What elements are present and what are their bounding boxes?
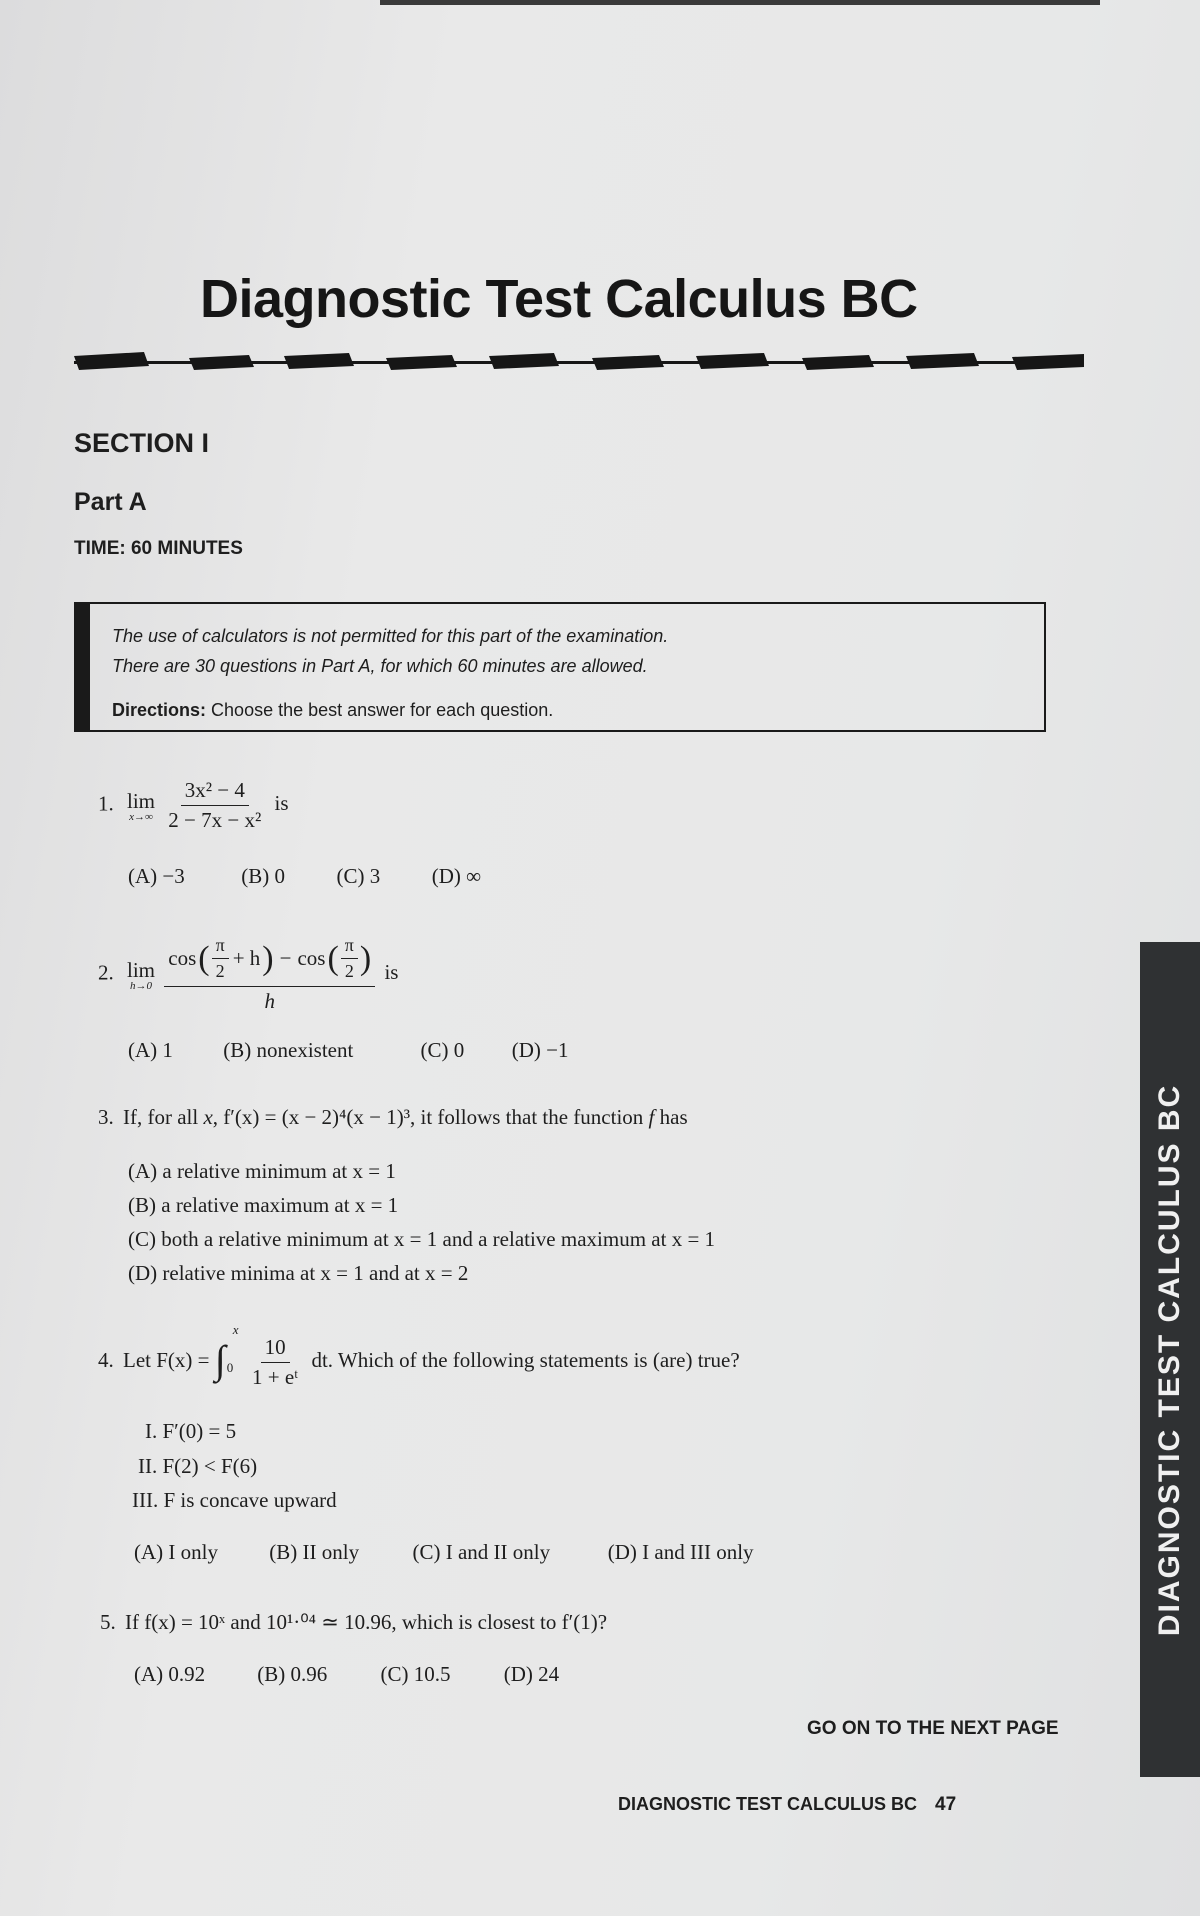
- choice-b[interactable]: (B) nonexistent: [223, 1038, 354, 1062]
- directions-line: [112, 700, 553, 721]
- statement-i: I. F′(0) = 5: [145, 1419, 237, 1443]
- choice-c[interactable]: (C) 0: [420, 1038, 465, 1062]
- question-number: 3.: [98, 1105, 114, 1129]
- fraction-numerator: cos ( $\frac{\pi}{2}$ + h ) − cos ( $\frac{\pi}{2}$ ): [164, 935, 375, 987]
- choice-c[interactable]: (C) 10.5: [380, 1662, 451, 1686]
- page-title: Diagnostic Test Calculus BC: [200, 269, 918, 329]
- choice-a[interactable]: (A) I only: [134, 1540, 218, 1564]
- time-label: TIME: 60 MINUTES: [74, 538, 243, 559]
- running-head: DIAGNOSTIC TEST CALCULUS BC: [618, 1794, 917, 1814]
- part-label: Part A: [74, 488, 147, 516]
- question-number: 4.: [98, 1348, 114, 1372]
- choice-d[interactable]: (D) ∞: [431, 864, 482, 888]
- question-number: 5.: [100, 1610, 116, 1634]
- question-1-choices: [128, 864, 481, 889]
- fraction: [248, 1335, 302, 1390]
- directions-text: Choose the best answer for each question.: [211, 700, 554, 720]
- fraction-denominator: 2 − 7x − x²: [168, 808, 262, 832]
- limit-operator: lim h→0: [127, 957, 156, 992]
- instructions-line-2: There are 30 questions in Part A, for which 60 minutes are allowed.: [112, 656, 648, 676]
- choice-d[interactable]: (D) I and III only: [607, 1540, 754, 1564]
- question-5-choices: [134, 1662, 559, 1687]
- question-2: [98, 935, 398, 1014]
- title-dashed-rule: [74, 352, 1084, 372]
- choice-a[interactable]: (A) a relative minimum at x = 1: [128, 1159, 396, 1183]
- question-suffix: is: [384, 960, 399, 985]
- question-number: 1.: [98, 791, 114, 816]
- question-4-choices: [134, 1540, 754, 1565]
- question-5-stem: 5. If f(x) = 10ˣ and 10¹·⁰⁴ ≃ 10.96, which is closest to f′(1)?: [100, 1610, 608, 1634]
- question-3-stem: 3. If, for all x, f′(x) = (x − 2)⁴(x − 1)³, it follows that the function f has: [98, 1105, 688, 1129]
- choice-a[interactable]: (A) −3: [128, 864, 185, 888]
- choice-a[interactable]: (A) 1: [128, 1038, 173, 1062]
- fraction: [164, 778, 265, 833]
- question-4: 4. Let F(x) = ∫ x 0 $\frac{10}{\text{1 + eᵗ}}$ dt. Which of the following statements is (are) true?: [98, 1322, 740, 1389]
- integral: ∫ x 0: [214, 1322, 239, 1382]
- question-suffix: is: [274, 791, 289, 816]
- instructions-line-1: The use of calculators is not permitted for this part of the examination.: [112, 626, 669, 646]
- choice-c[interactable]: (C) 3: [336, 864, 381, 888]
- section-label: SECTION I: [74, 428, 210, 458]
- choice-b[interactable]: (B) 0: [241, 864, 285, 888]
- choice-b[interactable]: (B) a relative maximum at x = 1: [128, 1193, 399, 1217]
- fraction-denominator: 1 + eᵗ: [252, 1364, 299, 1389]
- running-footer: [618, 1794, 956, 1816]
- choice-b[interactable]: (B) 0.96: [257, 1662, 328, 1686]
- choice-b[interactable]: (B) II only: [269, 1540, 360, 1564]
- statement-ii: II. F(2) < F(6): [138, 1454, 258, 1478]
- choice-c[interactable]: (C) I and II only: [412, 1540, 551, 1564]
- instructions-box: [74, 602, 1046, 732]
- choice-a[interactable]: (A) 0.92: [134, 1662, 206, 1686]
- side-tab-label: DIAGNOSTIC TEST CALCULUS BC: [1153, 1083, 1186, 1637]
- page-number: 47: [935, 1794, 957, 1815]
- top-edge-shadow: [380, 0, 1100, 5]
- statement-iii: III. F is concave upward: [132, 1488, 337, 1512]
- fraction-denominator: h: [264, 989, 275, 1013]
- fraction: [164, 935, 375, 1014]
- choice-d[interactable]: (D) 24: [503, 1662, 560, 1686]
- choice-d[interactable]: (D) −1: [511, 1038, 569, 1062]
- fraction-numerator: 10: [261, 1335, 290, 1363]
- fraction-numerator: 3x² − 4: [181, 778, 249, 806]
- limit-operator: lim x→∞: [127, 788, 156, 823]
- choice-c[interactable]: (C) both a relative minimum at x = 1 and a relative maximum at x = 1: [128, 1227, 716, 1251]
- choice-d[interactable]: (D) relative minima at x = 1 and at x = 2: [128, 1261, 469, 1285]
- question-1: [98, 778, 289, 833]
- question-number: 2.: [98, 960, 114, 985]
- question-2-choices: [128, 1038, 569, 1063]
- directions-label: Directions:: [112, 700, 207, 720]
- go-on-next-page: GO ON TO THE NEXT PAGE: [807, 1718, 1059, 1739]
